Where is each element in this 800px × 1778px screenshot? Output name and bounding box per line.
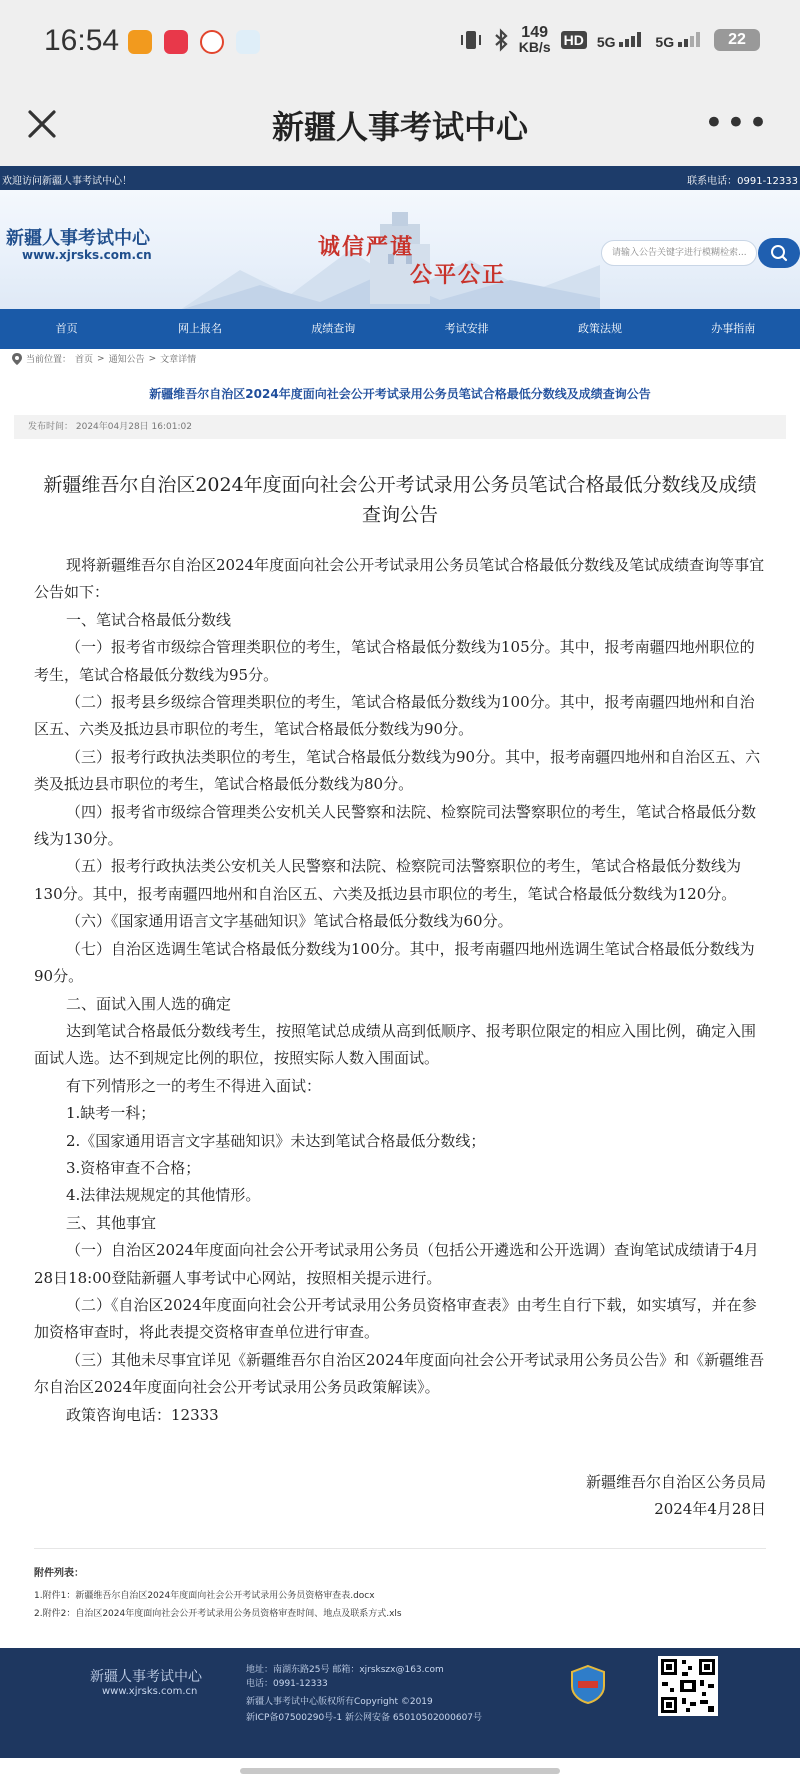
signal-bars-icon	[678, 31, 704, 47]
paragraph: 有下列情形之一的考生不得进入面试：	[66, 1076, 322, 1095]
footer-phone: 电话：0991-12333	[246, 1679, 328, 1689]
paragraph: （一）报考省市级综合管理类职位的考生，笔试合格最低分数线为105分。其中，报考南疆四地州职位的考生，笔试合格最低分数线为95分。	[34, 638, 755, 684]
page-title: 新疆人事考试中心	[271, 108, 528, 146]
signal-5g-1	[597, 31, 646, 50]
signal-bars-icon	[619, 31, 645, 47]
list-item: 1.缺考一科；	[66, 1104, 156, 1123]
breadcrumb	[12, 352, 196, 365]
breadcrumb-notices[interactable]: 通知公告	[108, 355, 145, 365]
status-time: 16:54	[44, 24, 120, 57]
article-title: 新疆维吾尔自治区2024年度面向社会公开考试录用公务员笔试合格最低分数线及成绩查询公告	[43, 474, 757, 526]
publish-time: 发布时间： 2024年04月28日 16:01:02	[14, 415, 786, 439]
main-nav	[0, 309, 800, 349]
list-item: 3.资格审查不合格；	[66, 1158, 201, 1177]
network-speed	[519, 26, 551, 54]
site-logo-url: www.xjrsks.com.cn	[22, 248, 152, 262]
attachment-link[interactable]: 1.附件1：新疆维吾尔自治区2024年度面向社会公开考试录用公务员资格审查表.docx	[34, 1591, 375, 1601]
footer-site-name: 新疆人事考试中心	[90, 1669, 202, 1685]
speed-unit: KB/s	[518, 39, 551, 55]
battery-level: 22	[714, 29, 760, 51]
weibo-icon	[200, 30, 224, 54]
signal-5g-2	[655, 31, 704, 50]
slogan-line-1: 诚信严谨	[318, 234, 415, 260]
signature-block	[34, 1469, 766, 1524]
bluetooth-icon	[493, 28, 509, 52]
paragraph: 现将新疆维吾尔自治区2024年度面向社会公开考试录用公务员笔试合格最低分数线及笔试成绩查询等事宜公告如下：	[34, 556, 765, 602]
hd-indicator: HD	[561, 31, 587, 49]
footer-icp[interactable]: 新ICP备07500290号-1 新公网安备 65010502000607号	[246, 1713, 483, 1723]
site-banner	[0, 190, 800, 309]
breadcrumb-home[interactable]: 首页	[75, 355, 94, 365]
article-body	[34, 470, 766, 1524]
nav-online-registration[interactable]: 网上报名	[177, 322, 222, 335]
xiaohongshu-icon	[164, 30, 188, 54]
search-icon	[758, 238, 800, 268]
slogan-line-2: 公平公正	[410, 262, 507, 288]
nav-exam-schedule[interactable]: 考试安排	[444, 322, 489, 335]
location-pin-icon	[12, 353, 22, 365]
notification-icons	[128, 30, 260, 54]
site-top-bar	[0, 166, 800, 190]
paragraph: （二）报考县乡级综合管理类职位的考生，笔试合格最低分数线为100分。其中，报考南疆四地州和自治区五、六类及抵边县市职位的考生，笔试合格最低分数线为90分。	[34, 693, 755, 739]
paragraph: 达到笔试合格最低分数线考生，按照笔试总成绩从高到低顺序、报考职位限定的相应入围比例，确定入围面试人选。达不到规定比例的职位，按照实际人数入围面试。	[34, 1021, 757, 1068]
home-indicator[interactable]	[240, 1768, 560, 1774]
paragraph: （五）报考行政执法类公安机关人民警察和法院、检察院司法警察职位的考生，笔试合格最低分数线为130分。其中，报考南疆四地州和自治区五、六类及抵边县市职位的考生，笔试合格最低分数线为120分。	[34, 857, 742, 903]
paragraph: （三）报考行政执法类职位的考生，笔试合格最低分数线为90分。其中，报考南疆四地州和自治区五、六类及抵边县市职位的考生，笔试合格最低分数线为80分。	[34, 747, 761, 794]
search-button[interactable]	[758, 238, 800, 268]
qr-code-icon	[658, 1656, 718, 1716]
site-logo-name[interactable]: 新疆人事考试中心	[6, 228, 150, 249]
paragraph: （四）报考省市级综合管理类公安机关人民警察和法院、检察院司法警察职位的考生，笔试合格最低分数线为130分。	[34, 802, 757, 849]
app-icon	[236, 30, 260, 54]
paragraph: （三）其他未尽事宜详见《新疆维吾尔自治区2024年度面向社会公开考试录用公务员公告》和《新疆维吾尔自治区2024年度面向社会公开考试录用公务员政策解读》。	[34, 1350, 765, 1397]
footer-copyright: 新疆人事考试中心版权所有Copyright ©2019	[246, 1697, 433, 1707]
more-options-icon[interactable]: •••	[703, 103, 770, 143]
breadcrumb-separator: >	[97, 353, 105, 364]
paragraph: （七）自治区选调生笔试合格最低分数线为100分。其中，报考南疆四地州选调生笔试合格最低分数线为90分。	[34, 939, 755, 986]
footer-site-url: www.xjrsks.com.cn	[102, 1686, 198, 1697]
list-item: 4.法律法规规定的其他情形。	[66, 1186, 261, 1205]
government-badge-icon[interactable]	[570, 1664, 606, 1704]
article-header-title: 新疆维吾尔自治区2024年度面向社会公开考试录用公务员笔试合格最低分数线及成绩查询公告	[149, 387, 651, 401]
vibrate-icon	[459, 29, 483, 51]
phone-status-bar	[0, 0, 800, 88]
nav-score-query[interactable]: 成绩查询	[311, 322, 356, 335]
app-notification-icon	[128, 30, 152, 54]
welcome-text: 欢迎访问新疆人事考试中心！	[2, 176, 132, 187]
section-heading: 二、面试入围人选的确定	[66, 994, 232, 1013]
search-input[interactable]: 请输入公告关键字进行模糊检索...	[601, 240, 757, 266]
signal-5g-label-2: 5G	[655, 33, 675, 50]
signature-date: 2024年4月28日	[654, 1500, 766, 1519]
list-item: 2.《国家通用语言文字基础知识》未达到笔试合格最低分数线；	[66, 1131, 486, 1150]
signal-5g-label: 5G	[596, 33, 616, 50]
browser-title-bar	[0, 88, 800, 166]
paragraph: （二）《自治区2024年度面向社会公开考试录用公务员资格审查表》由考生自行下载，如实填写，并在参加资格审查时，将此表提交资格审查单位进行审查。	[34, 1295, 757, 1342]
nav-service-guide[interactable]: 办事指南	[711, 322, 756, 335]
section-heading: 三、其他事宜	[66, 1213, 157, 1232]
divider	[34, 1548, 766, 1549]
nav-policies[interactable]: 政策法规	[577, 322, 622, 335]
breadcrumb-separator: >	[148, 353, 157, 364]
contact-phone: 联系电话：0991-12333	[687, 176, 798, 187]
breadcrumb-label: 当前位置：	[26, 355, 72, 365]
paragraph: 政策咨询电话：12333	[66, 1405, 219, 1424]
status-indicators	[459, 26, 760, 54]
breadcrumb-current: 文章详情	[160, 355, 197, 365]
paragraph: （六）《国家通用语言文字基础知识》笔试合格最低分数线为60分。	[66, 912, 513, 931]
site-footer	[0, 1648, 800, 1758]
section-heading: 一、笔试合格最低分数线	[66, 610, 232, 629]
footer-address: 地址：南湖东路25号 邮箱：xjrskszx@163.com	[246, 1665, 444, 1675]
speed-value: 149	[521, 24, 548, 41]
attachment-link[interactable]: 2.附件2：自治区2024年度面向社会公开考试录用公务员资格审查时间、地点及联系方式.xls	[34, 1609, 402, 1619]
nav-home[interactable]: 首页	[55, 322, 78, 335]
signature-org: 新疆维吾尔自治区公务员局	[585, 1473, 766, 1491]
attachments-title: 附件列表：	[34, 1568, 84, 1579]
paragraph: （一）自治区2024年度面向社会公开考试录用公务员（包括公开遴选和公开选调）查询笔试成绩请于4月28日18:00登陆新疆人事考试中心网站，按照相关提示进行。	[34, 1241, 759, 1287]
